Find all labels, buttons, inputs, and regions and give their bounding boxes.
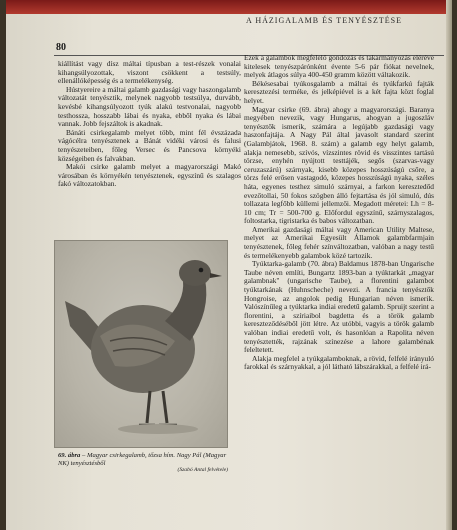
caption-credit: (Szabó Antal felvétele) xyxy=(177,467,228,474)
left-column xyxy=(58,60,241,189)
pigeon-photo xyxy=(54,240,228,448)
paragraph: Ezek a galambok megfelelő gondozás és takarmányozás eléréve kitelesek tenyészpárónként évente 5-6 pár fiókat nevelnek, melyek átlagos súlya 400-450 gramm között váltakozik. xyxy=(244,53,434,80)
right-column xyxy=(244,54,434,372)
pigeon-eye xyxy=(199,268,204,273)
running-head: A HÁZIGALAMB ÉS TENYÉSZTÉSE xyxy=(246,16,402,25)
caption-text: – Magyar csirkegalamb, tőzsa hím. Nagy Pál (Magyar NK) tenyésztésből xyxy=(58,452,227,467)
paragraph: Hústyereire a máltai galamb gazdasági vagy haszongalamb változatát tenyésztik, melynek nagyobb testsúlya, durvább, kevésbé kihangsúlyozott tyúk alakú testvonalai, nagyobb testhossza, hosszabb lábai és nyaka, ebből nyaka és lábai vannak. Jobb fejszáltok is akadnak. xyxy=(58,84,241,129)
pigeon-beak xyxy=(210,273,222,278)
page-number: 80 xyxy=(56,42,66,53)
page-top-band xyxy=(6,0,452,14)
paragraph: Magyar csirke (69. ábra) ahogy a magyarországi. Baranya megyében nevezik, vagy Hungarus, ahogyan a jugoszláv tenyésztők ismerik, számára a legújabb gazdasági vagy haszonfajtája. A Nagy Pál által javasolt standard szerint (Galambjátok, 1968. 8. szám) a galamb egy helyt galamb, alakja nemesebb, szívós, vízszintes rövid és visszintes tartású törzse, enyhén nyújtott testtájék, segős (szarvas-vagy ceruzaszárú) szárnyak, kisebb közepes hosszúságú csőre, a törzs felé erősen vastagodó, közepes hosszúságú nyaka, széles háta, egyenes testhez simuló szárnyai, a farkon keresztedőd evezőtollai, 50 fokos szögben álló fejtartása és jól simuló, dús tollazata legfőbb küllemi jellemzői. Megadott méretei: Lh = 8-10 cm; Tr = 500-700 g. Előfordul egyszínű, szárnyszalagos, foltostarka, tigristarka és babos változatban. xyxy=(244,104,434,226)
paragraph: Bánáti csirkegalamb melyet több, mint fél évszázada vágócélra tenyésztenek a Bánát vidéki városi és falusi tenyészeteiben, főleg Versec és Pancsova környéki községeiben és falvakban. xyxy=(58,127,241,163)
paragraph: Tyúktarka-galamb (70. ábra) Baldamus 1878-ban Ungarische Taube néven említi, Bungartz 1893-ban a tyúktarkát „magyar galambnak" (ungarische Taube), a florentini galambot tyúktarkának (Huhnscheche) nevezi. A francia tenyésztők Hongroise, az angolok pedig Hungarian néven ismerik. Valószínűleg a tyúktarka indiai eredetű galamb. Spruijt szerint a florentini, a szíriaibol bagdetta és a török galamb kereszteződéséből jött létre. Az utóbbi, vagyis a török galamb valóban indiai eredetű volt, és hasonlóan a Rapolita néven tenyésztették, rajzának színezése a lahore galambénak feleltetett. xyxy=(244,259,434,355)
paragraph: Makói csirke galamb melyet a magyarországi Makó városában és környékén tenyésztenek, egyszínű és szalagos fakó változatokban. xyxy=(58,162,241,189)
paragraph: Alakja megfelel a tyúkgalamboknak, a rövid, felfelé irányuló farokkal és szárnyakkal, a jól látható lábszárakkal, a felfelé irá- xyxy=(244,353,434,372)
paragraph: Békésesabai tyúkosgalamb a máltai és tyúkfarkú fajták keresztezési terméke, és jelképiével is a két fajta közt foglal helyet. xyxy=(244,78,434,105)
pigeon-legs xyxy=(147,391,167,423)
book-page xyxy=(6,0,452,530)
paragraph: Amerikai gazdasági máltai vagy American Utility Maltese, melyet az Amerikai Egyesült Államok galambfarmjain tenyésztenek, főleg fehér színváltozatban, valóban a nagy testű és termelékenyebb galambok közé tartozik. xyxy=(244,224,434,260)
photo-caption xyxy=(58,452,228,475)
caption-figure-number: 69. ábra xyxy=(58,452,81,459)
page-fold-edge xyxy=(446,0,452,530)
pigeon-head xyxy=(179,260,211,286)
paragraph: kiállítást vagy dísz máltai típusban a test-részek vonalai kihangsúlyozottak, viszont csökkent a testsúly, ellenállóképesség és a termelékenység. xyxy=(58,59,241,86)
pigeon-illustration xyxy=(55,241,227,447)
